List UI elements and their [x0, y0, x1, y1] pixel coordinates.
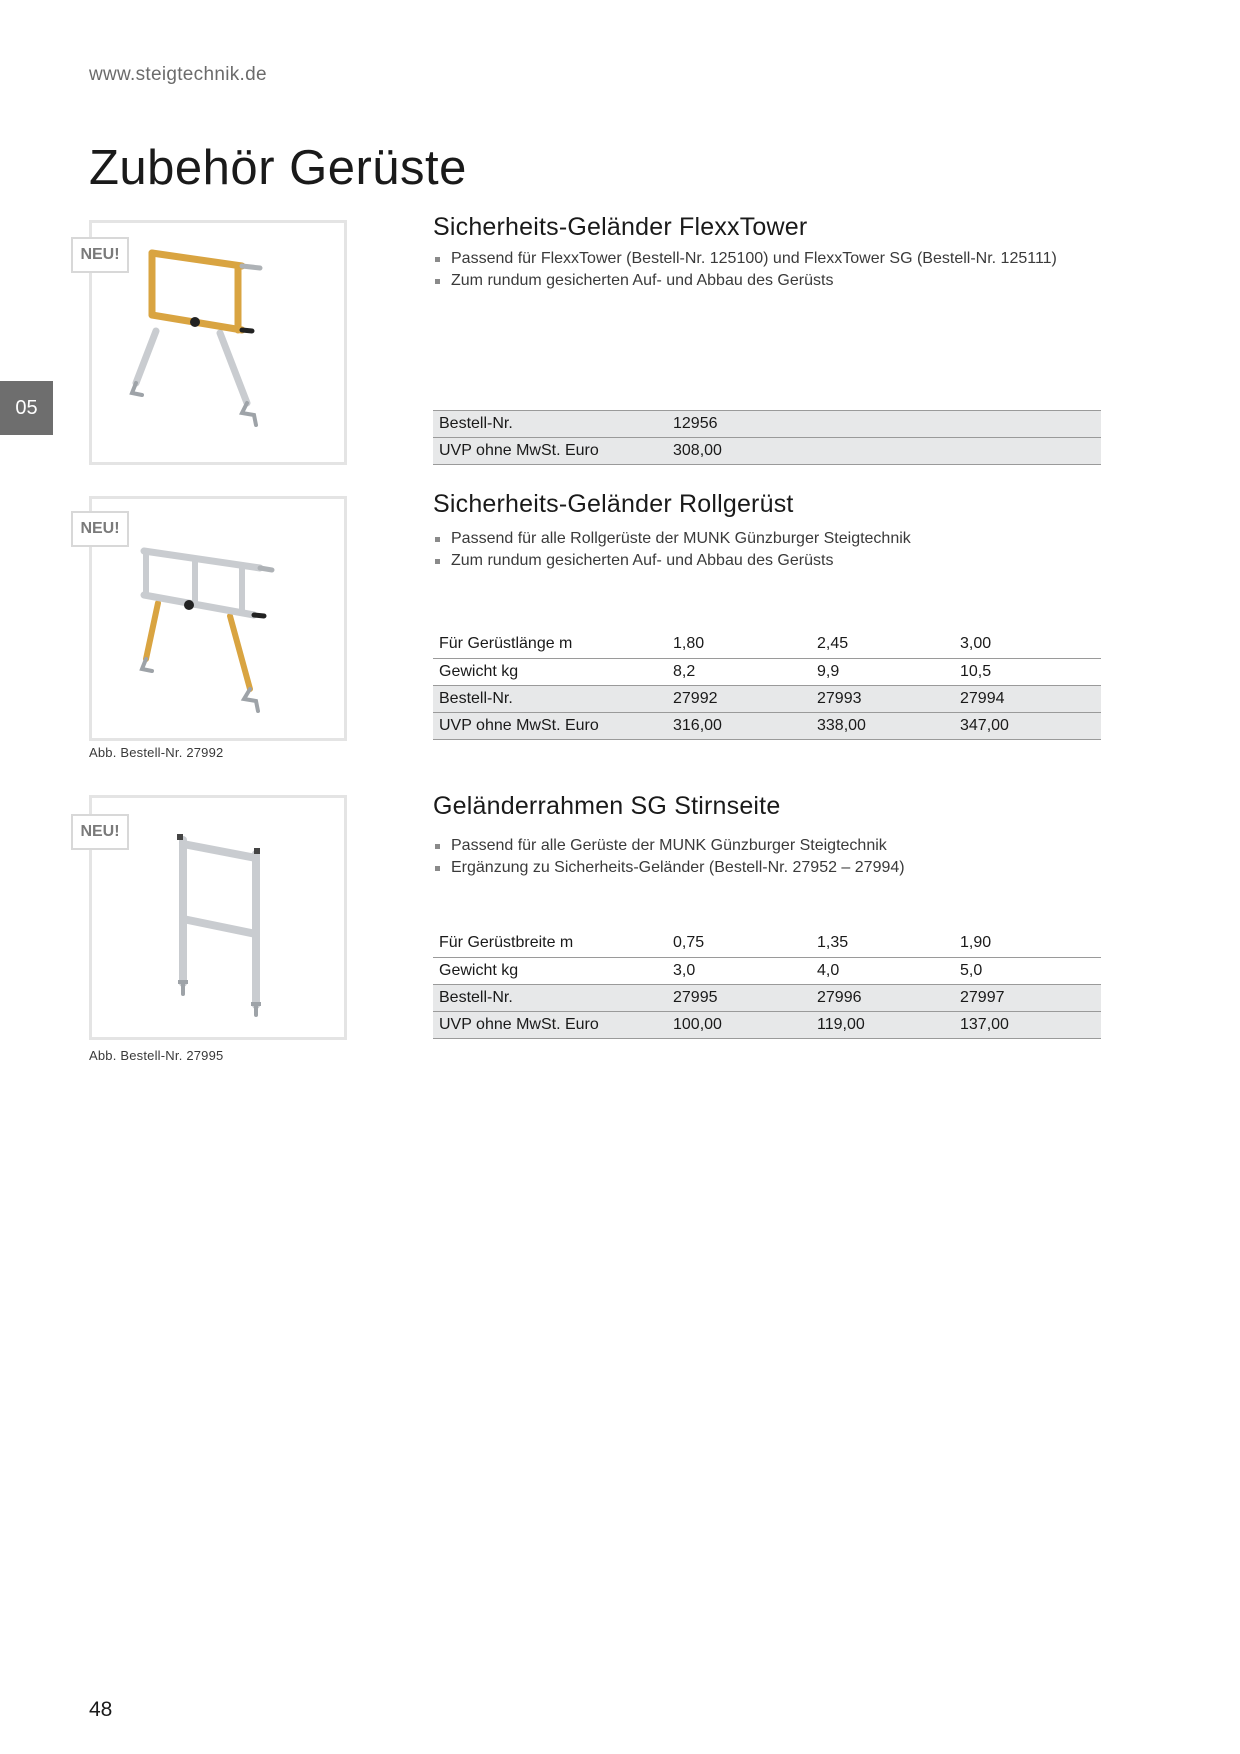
table-cell: 338,00 — [811, 712, 954, 739]
table-row — [433, 712, 1101, 739]
table-cell: 12956 — [667, 411, 1101, 438]
image-caption: Abb. Bestell-Nr. 27992 — [89, 745, 224, 760]
table-cell: 308,00 — [667, 438, 1101, 465]
feature-item: Zum rundum gesicherten Auf- und Abbau des Gerüsts — [433, 270, 1057, 292]
table-cell: UVP ohne MwSt. Euro — [433, 1011, 667, 1038]
table-cell: 137,00 — [954, 1011, 1101, 1038]
table-cell: 119,00 — [811, 1011, 954, 1038]
table-cell: 27993 — [811, 685, 954, 712]
table-row — [433, 411, 1101, 438]
feature-item: Ergänzung zu Sicherheits-Geländer (Bestell-Nr. 27952 – 27994) — [433, 857, 905, 879]
frame-illustration — [92, 798, 344, 1037]
image-caption: Abb. Bestell-Nr. 27995 — [89, 1048, 224, 1063]
table-cell: Gewicht kg — [433, 658, 667, 685]
table-cell: 347,00 — [954, 712, 1101, 739]
table-cell: 316,00 — [667, 712, 811, 739]
feature-list — [433, 835, 905, 879]
table-cell: Bestell-Nr. — [433, 984, 667, 1011]
railing-illustration — [92, 223, 344, 462]
table-cell: Bestell-Nr. — [433, 685, 667, 712]
table-cell: 27997 — [954, 984, 1101, 1011]
table-cell: 2,45 — [811, 631, 954, 658]
table-cell: Bestell-Nr. — [433, 411, 667, 438]
new-badge: NEU! — [71, 814, 129, 850]
feature-item: Passend für alle Rollgerüste der MUNK Günzburger Steigtechnik — [433, 528, 911, 550]
table-cell: 10,5 — [954, 658, 1101, 685]
table-cell: 27994 — [954, 685, 1101, 712]
table-cell: 27992 — [667, 685, 811, 712]
table-row — [433, 1011, 1101, 1038]
product-title: Sicherheits-Geländer Rollgerüst — [433, 490, 794, 518]
table-cell: 1,90 — [954, 930, 1101, 957]
new-badge: NEU! — [71, 237, 129, 273]
table-cell: 27996 — [811, 984, 954, 1011]
table-cell: Für Gerüstlänge m — [433, 631, 667, 658]
table-cell: 1,80 — [667, 631, 811, 658]
new-badge: NEU! — [71, 511, 129, 547]
feature-list — [433, 528, 911, 572]
page-title: Zubehör Gerüste — [89, 141, 467, 195]
feature-list — [433, 248, 1057, 292]
product-title: Geländerrahmen SG Stirnseite — [433, 792, 781, 820]
table-row — [433, 957, 1101, 984]
table-row — [433, 930, 1101, 957]
feature-item: Passend für FlexxTower (Bestell-Nr. 125100) und FlexxTower SG (Bestell-Nr. 125111) — [433, 248, 1057, 270]
page-number: 48 — [89, 1698, 113, 1721]
table-cell: 4,0 — [811, 957, 954, 984]
feature-item: Zum rundum gesicherten Auf- und Abbau des Gerüsts — [433, 550, 911, 572]
chapter-tab: 05 — [0, 381, 53, 435]
table-cell: 5,0 — [954, 957, 1101, 984]
spec-table — [433, 410, 1101, 465]
table-cell: 27995 — [667, 984, 811, 1011]
site-url[interactable]: www.steigtechnik.de — [89, 64, 267, 85]
table-cell: 8,2 — [667, 658, 811, 685]
table-cell: 1,35 — [811, 930, 954, 957]
table-row — [433, 685, 1101, 712]
table-cell: UVP ohne MwSt. Euro — [433, 438, 667, 465]
railing-illustration — [92, 499, 344, 738]
table-cell: 3,0 — [667, 957, 811, 984]
table-cell: 0,75 — [667, 930, 811, 957]
table-cell: UVP ohne MwSt. Euro — [433, 712, 667, 739]
table-cell: Gewicht kg — [433, 957, 667, 984]
table-row — [433, 631, 1101, 658]
table-cell: Für Gerüstbreite m — [433, 930, 667, 957]
table-row — [433, 658, 1101, 685]
spec-table — [433, 930, 1101, 1039]
table-row — [433, 984, 1101, 1011]
table-cell: 100,00 — [667, 1011, 811, 1038]
table-row — [433, 438, 1101, 465]
table-cell: 9,9 — [811, 658, 954, 685]
spec-table — [433, 631, 1101, 740]
feature-item: Passend für alle Gerüste der MUNK Günzburger Steigtechnik — [433, 835, 905, 857]
table-cell: 3,00 — [954, 631, 1101, 658]
product-title: Sicherheits-Geländer FlexxTower — [433, 213, 808, 241]
